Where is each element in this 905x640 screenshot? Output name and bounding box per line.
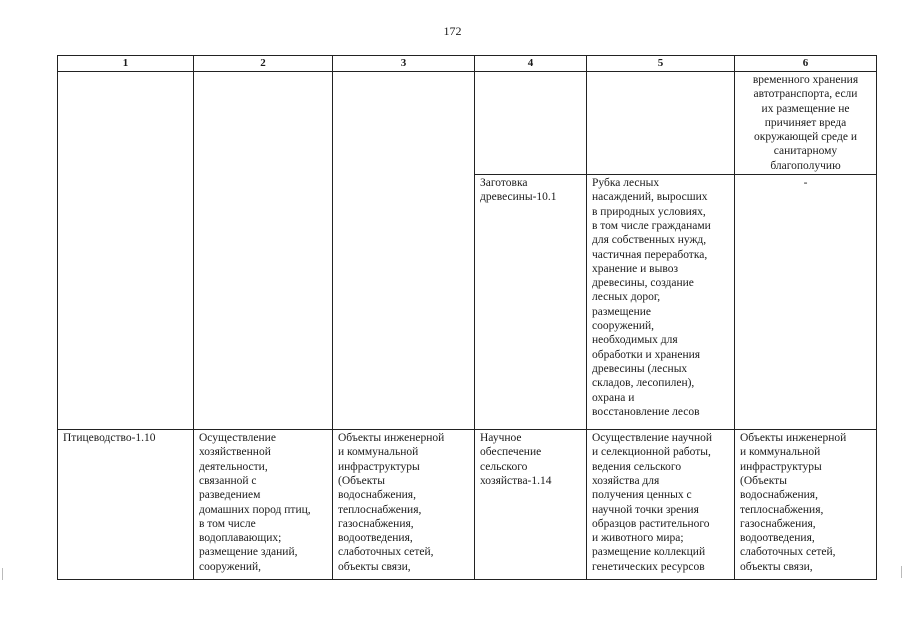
cell-3-1: Птицеводство-1.10 xyxy=(58,430,194,580)
cell-3-6: Объекты инженерной и коммунальной инфраструктуры (Объекты водоснабжения, теплоснабжения, газоснабжения, водоотведения, слаботочных сетей, объекты связи, xyxy=(735,430,877,580)
land-use-table xyxy=(57,55,877,580)
scan-mark-left xyxy=(2,568,3,580)
cell-3-3: Объекты инженерной и коммунальной инфраструктуры (Объекты водоснабжения, теплоснабжения, газоснабжения, водоотведения, слаботочных сетей, объекты связи, xyxy=(333,430,475,580)
cell-1-5 xyxy=(587,72,735,175)
header-col-1: 1 xyxy=(58,56,194,72)
header-col-2: 2 xyxy=(194,56,333,72)
cell-2-4: Заготовка древесины-10.1 xyxy=(475,175,587,430)
cell-1-1 xyxy=(58,72,194,430)
cell-1-6: временного хранения автотранспорта, если их размещение не причиняет вреда окружающей среде и санитарному благополучию xyxy=(735,72,877,175)
cell-2-6: - xyxy=(735,175,877,430)
cell-1-4 xyxy=(475,72,587,175)
table-row xyxy=(58,72,877,175)
cell-1-2 xyxy=(194,72,333,430)
cell-3-5: Осуществление научной и селекционной работы, ведения сельского хозяйства для получения ценных с научной точки зрения образцов растительного и животного мира; размещение коллекций генетических ресурсов xyxy=(587,430,735,580)
page-number: 172 xyxy=(443,24,462,38)
scan-mark-right xyxy=(901,566,902,578)
header-col-6: 6 xyxy=(735,56,877,72)
cell-3-4: Научное обеспечение сельского хозяйства-1.14 xyxy=(475,430,587,580)
table-row xyxy=(58,430,877,580)
header-col-5: 5 xyxy=(587,56,735,72)
header-col-3: 3 xyxy=(333,56,475,72)
cell-3-2: Осуществление хозяйственной деятельности, связанной с разведением домашних пород птиц, в том числе водоплавающих; размещение зданий, сооружений, xyxy=(194,430,333,580)
header-col-4: 4 xyxy=(475,56,587,72)
header-row xyxy=(58,56,877,72)
cell-1-3 xyxy=(333,72,475,430)
cell-2-5: Рубка лесных насаждений, выросших в природных условиях, в том числе гражданами для собственных нужд, частичная переработка, хранение и вывоз древесины, создание лесных дорог, размещение сооружений, необходимых для обработки и хранения древесины (лесных складов, лесопилен), охрана и восстановление лесов xyxy=(587,175,735,430)
